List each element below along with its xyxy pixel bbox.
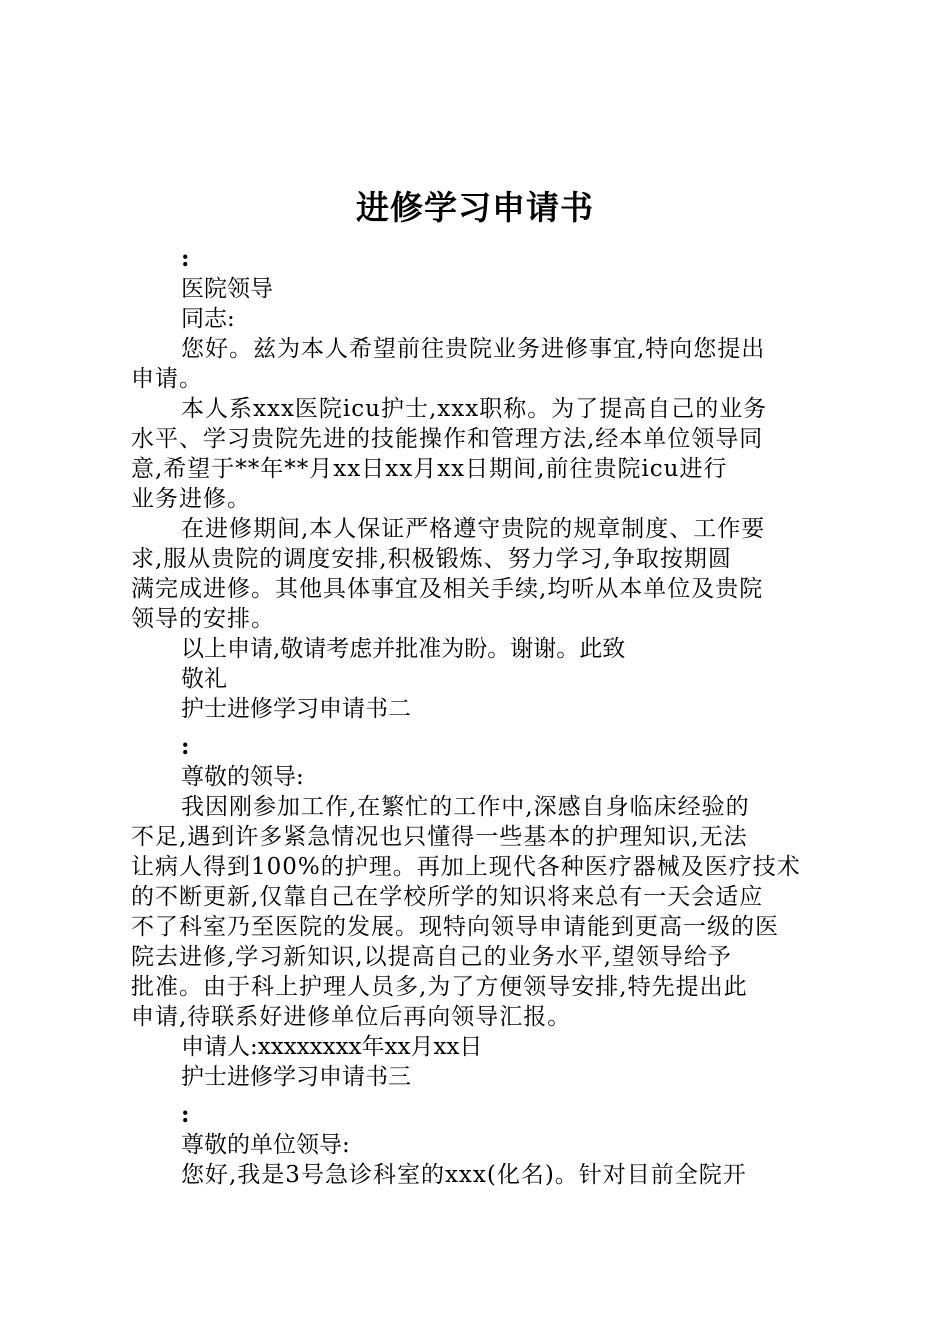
section1-colon: :: [181, 245, 190, 272]
section2-heading: 护士进修学习申请书二: [181, 696, 411, 722]
section2-paragraph-line: 不了科室乃至医院的发展。现特向领导申请能到更高一级的医: [131, 914, 779, 940]
section3-salutation: 尊敬的单位领导:: [181, 1132, 350, 1158]
section2-paragraph-line: 让病人得到100%的护理。再加上现代各种医疗器械及医疗技术: [131, 854, 801, 880]
section3-paragraph-line: 您好,我是3号急诊科室的xxx(化名)。针对目前全院开: [181, 1162, 747, 1188]
section1-paragraph2-line: 意,希望于**年**月xx日xx月xx日期间,前往贵院icu进行: [131, 456, 728, 482]
document-body: [131, 244, 830, 1190]
section1-paragraph3-line: 领导的安排。: [131, 606, 275, 632]
section1-paragraph3-line: 满完成进修。其他具体事宜及相关手续,均听从本单位及贵院: [131, 576, 764, 602]
section2-salutation: 尊敬的领导:: [181, 764, 304, 790]
section2-colon: :: [181, 733, 190, 760]
section1-paragraph2-line: 业务进修。: [131, 486, 251, 512]
section1-recipient: 医院领导: [181, 276, 273, 302]
section2-paragraph-line: 院去进修,学习新知识,以提高自己的业务水平,望领导给予: [131, 944, 732, 970]
section1-salutation: 同志:: [181, 306, 235, 332]
section1-paragraph3-line: 求,服从贵院的调度安排,积极锻炼、努力学习,争取按期圆: [131, 546, 732, 572]
section1-paragraph2-line: 本人系xxx医院icu护士,xxx职称。为了提高自己的业务: [181, 396, 768, 422]
section2-signature: 申请人:xxxxxxxx年xx月xx日: [181, 1034, 483, 1060]
section1-paragraph3-line: 在进修期间,本人保证严格遵守贵院的规章制度、工作要: [181, 516, 766, 542]
section2-paragraph-line: 申请,待联系好进修单位后再向领导汇报。: [131, 1004, 572, 1030]
document-title: 进修学习申请书: [356, 188, 594, 227]
section1-paragraph2-line: 水平、学习贵院先进的技能操作和管理方法,经本单位领导同: [131, 426, 764, 452]
section1-paragraph1-line: 您好。兹为本人希望前往贵院业务进修事宜,特向您提出: [181, 336, 766, 362]
section2-paragraph-line: 我因刚参加工作,在繁忙的工作中,深感自身临床经验的: [181, 794, 750, 820]
section1-regards: 敬礼: [181, 666, 227, 692]
section2-paragraph-line: 不足,遇到许多紧急情况也只懂得一些基本的护理知识,无法: [131, 824, 748, 850]
section3-heading: 护士进修学习申请书三: [181, 1064, 411, 1090]
section1-closing: 以上申请,敬请考虑并批准为盼。谢谢。此致: [181, 636, 626, 662]
section2-paragraph-line: 的不断更新,仅靠自己在学校所学的知识将来总有一天会适应: [131, 884, 764, 910]
section3-colon: :: [181, 1101, 190, 1128]
section2-paragraph-line: 批准。由于科上护理人员多,为了方便领导安排,特先提出此: [131, 974, 748, 1000]
section1-paragraph1-line: 申请。: [131, 366, 203, 392]
